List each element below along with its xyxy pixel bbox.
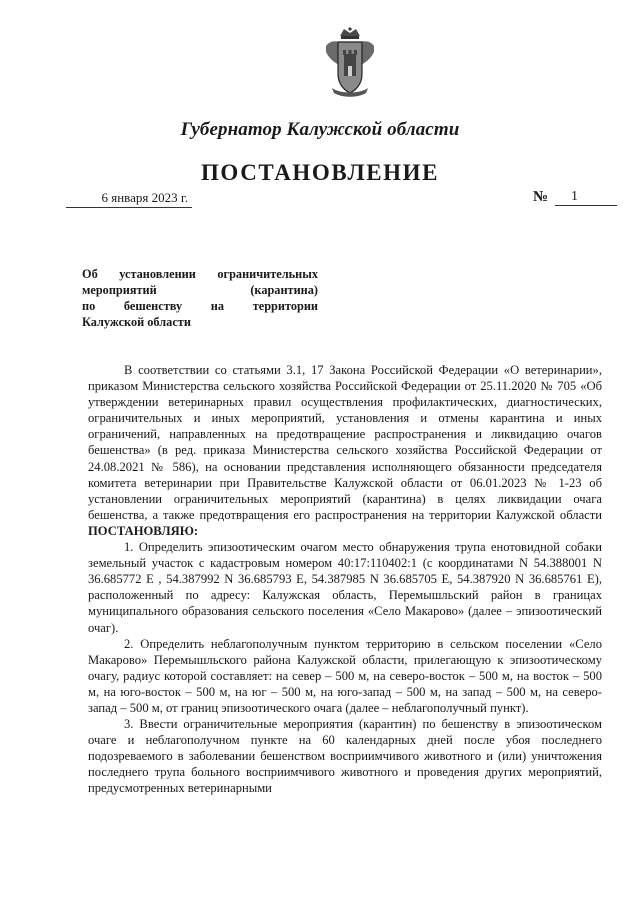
coat-of-arms-icon (322, 26, 378, 98)
subject-line: Калужской области (82, 315, 191, 329)
preamble-paragraph (88, 362, 602, 539)
document-number-value: 1 (555, 188, 617, 206)
preamble-text: В соответствии со статьями 3.1, 17 Закона Российской Федерации «О ветеринарии», приказом Министерства сельского хозяйства Российской Федерации от 25.11.2020 № 705 «Об утверждении ветеринарных правил осуществления профилактических, диагностических, ограничительных и иных мероприятий, установления и отмены карантина и иных ограничений, направленных на предотвращение распространения и ликвидацию очагов бешенства» (в ред. приказа Министерства сельского хозяйства Российской Федерации от 24.08.2021 № 586), на основании представления исполняющего обязанности председателя комитета ветеринарии при Правительстве Калужской области от 06.01.2023 № 1-23 об установлении ограничительных мероприятий (карантина) в целях ликвидации очага бешенства, а также предотвращения его распространения на территории Калужской области (88, 363, 602, 522)
document-subject (82, 266, 318, 330)
subject-line: мероприятий (карантина) (82, 283, 318, 297)
document-type-title: ПОСТАНОВЛЕНИЕ (200, 160, 440, 185)
resolution-item-1: 1. Определить эпизоотическим очагом место обнаружения трупа енотовидной собаки земельный участок с кадастровым номером 40:17:110402:1 (с координатами N 54.388001 N 36.685772 E , 54.387992 N 36.685793 E, 54.387985 N 36.685705 E, 54.387920 N 36.685761 E), расположенный по адресу: Калужская область, Перемышльский район в границах муниципального образования сельского поселения «Село Макарово» (далее – эпизоотический очаг). (88, 540, 602, 635)
resolution-item-3: 3. Ввести ограничительные мероприятия (карантин) по бешенству в эпизоотическом очаге и неблагополучном пункте на 60 календарных дней после убоя последнего подозреваемого в заболевании бешенством восприимчивого животного и (или) уничтожения последнего трупа больного восприимчивого животного и проведения других мероприятий, предусмотренных ветеринарными (88, 717, 602, 796)
governor-title: Губернатор Калужской области (180, 119, 460, 140)
document-body (88, 362, 602, 797)
document-number-label: № (533, 189, 549, 205)
subject-line: по бешенству на территории (82, 299, 318, 313)
resolution-item-2: 2. Определить неблагополучным пунктом территорию в сельском поселении «Село Макарово» Перемышльского района Калужской области, прилегающую к эпизоотическому очагу, радиус которой составляет: на север – 500 м, на северо-восток – 500 м, на восток – 500 м, на юго-восток – 500 м, на юг – 500 м, на юго-запад – 500 м, на запад – 500 м, на северо-запад – 500 м, от границ эпизоотического очага (далее – неблагополучный пункт). (88, 636, 602, 715)
document-date: 6 января 2023 г. (66, 190, 192, 208)
resolve-word: ПОСТАНОВЛЯЮ: (88, 523, 199, 538)
subject-line: Об установлении ограничительных (82, 267, 318, 281)
